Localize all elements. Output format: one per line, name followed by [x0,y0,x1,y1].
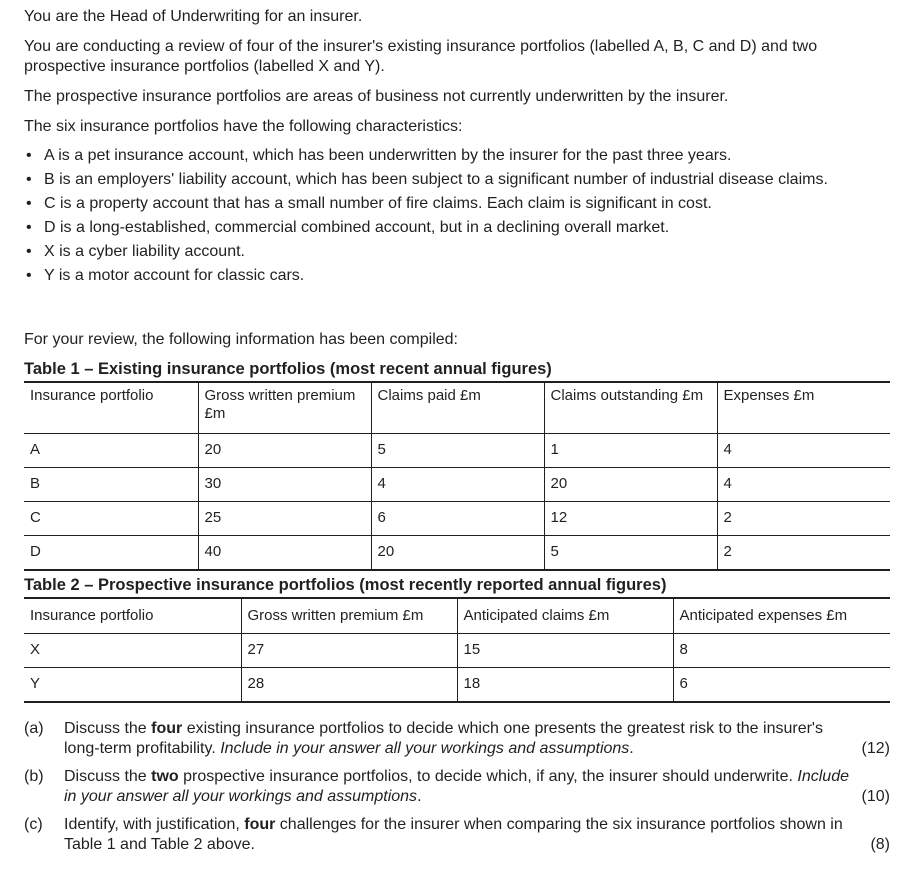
question-label: (a) [24,720,44,737]
bullet-item: • B is an employers' liability account, which has been subject to a significant number of industrial disease claims. [24,170,894,190]
table-row [24,434,890,468]
portfolio-characteristics-list [24,146,894,290]
bullet-item: • C is a property account that has a small number of fire claims. Each claim is significant in cost. [24,194,894,214]
table-cell: 5 [371,434,544,468]
table-cell: 6 [673,668,890,703]
table-row [24,634,890,668]
table2-caption: Table 2 – Prospective insurance portfolios (most recently reported annual figures) [24,576,667,594]
table-cell: 6 [371,502,544,536]
table-cell: 20 [198,434,371,468]
question-marks: (10) [861,788,890,805]
header-cell: Claims outstanding £m [544,382,717,434]
table-cell: 25 [198,502,371,536]
table-cell: D [30,543,41,560]
table-cell: 5 [544,536,717,571]
bullet-item: • D is a long-established, commercial combined account, but in a declining overall market. [24,218,894,238]
table-cell: 4 [717,468,890,502]
table-cell: 40 [198,536,371,571]
intro-paragraph-role: You are the Head of Underwriting for an insurer. [24,8,363,25]
header-cell: Claims paid £m [371,382,544,434]
question-text: Discuss the four existing insurance portfolios to decide which one presents the greatest risk to the insurer's long-term profitability. Include in your answer all your workings and assumptions. [64,720,823,757]
question-label: (c) [24,816,43,833]
header-cell: Anticipated expenses £m [673,598,890,634]
question-text: Identify, with justification, four challenges for the insurer when comparing the six insurance portfolios shown in Table 1 and Table 2 above. [64,816,843,853]
table-row [24,668,890,703]
intro-paragraph-characteristics: The six insurance portfolios have the following characteristics: [24,118,463,135]
bullet-item: • Y is a motor account for classic cars. [24,266,894,286]
table-cell: 8 [673,634,890,668]
bullet-item: • A is a pet insurance account, which has been underwritten by the insurer for the past three years. [24,146,894,166]
table-cell: 15 [457,634,673,668]
header-cell: Gross written premium £m [198,382,371,434]
table-row [24,502,890,536]
table-header-row [24,382,890,434]
compiled-intro: For your review, the following information has been compiled: [24,331,458,348]
header-cell: Insurance portfolio [30,607,154,624]
table-cell: 1 [544,434,717,468]
header-cell: Anticipated claims £m [457,598,673,634]
table-cell: 2 [717,536,890,571]
table-cell: A [30,441,41,458]
bullet-item: • X is a cyber liability account. [24,242,894,262]
table-cell: 27 [241,634,457,668]
table-cell: 20 [371,536,544,571]
table-header-row [24,598,890,634]
table-cell: 20 [544,468,717,502]
table-row [24,536,890,571]
table-cell: C [30,509,41,526]
table-cell: 2 [717,502,890,536]
table-cell: X [30,641,41,658]
header-cell: Gross written premium £m [241,598,457,634]
intro-paragraph-review: You are conducting a review of four of the insurer's existing insurance portfolios (labelled A, B, C and D) and two prospective insurance portfolios (labelled X and Y). [24,38,818,75]
table-cell: Y [30,675,41,692]
header-cell: Insurance portfolio [30,387,154,404]
table1-caption: Table 1 – Existing insurance portfolios (most recent annual figures) [24,360,552,378]
table-cell: 18 [457,668,673,703]
header-cell: Expenses £m [717,382,890,434]
question-marks: (8) [870,836,890,853]
existing-portfolios-table [24,381,890,571]
table-cell: 30 [198,468,371,502]
question-text: Discuss the two prospective insurance portfolios, to decide which, if any, the insurer should underwrite. Include in your answer all your workings and assumptions. [64,768,849,805]
prospective-portfolios-table [24,597,890,703]
table-cell: 4 [371,468,544,502]
question-marks: (12) [861,740,890,757]
table-cell: B [30,475,41,492]
question-label: (b) [24,768,44,785]
table-cell: 12 [544,502,717,536]
intro-paragraph-prospective: The prospective insurance portfolios are areas of business not currently underwritten by the insurer. [24,88,729,105]
table-cell: 28 [241,668,457,703]
table-cell: 4 [717,434,890,468]
table-row [24,468,890,502]
